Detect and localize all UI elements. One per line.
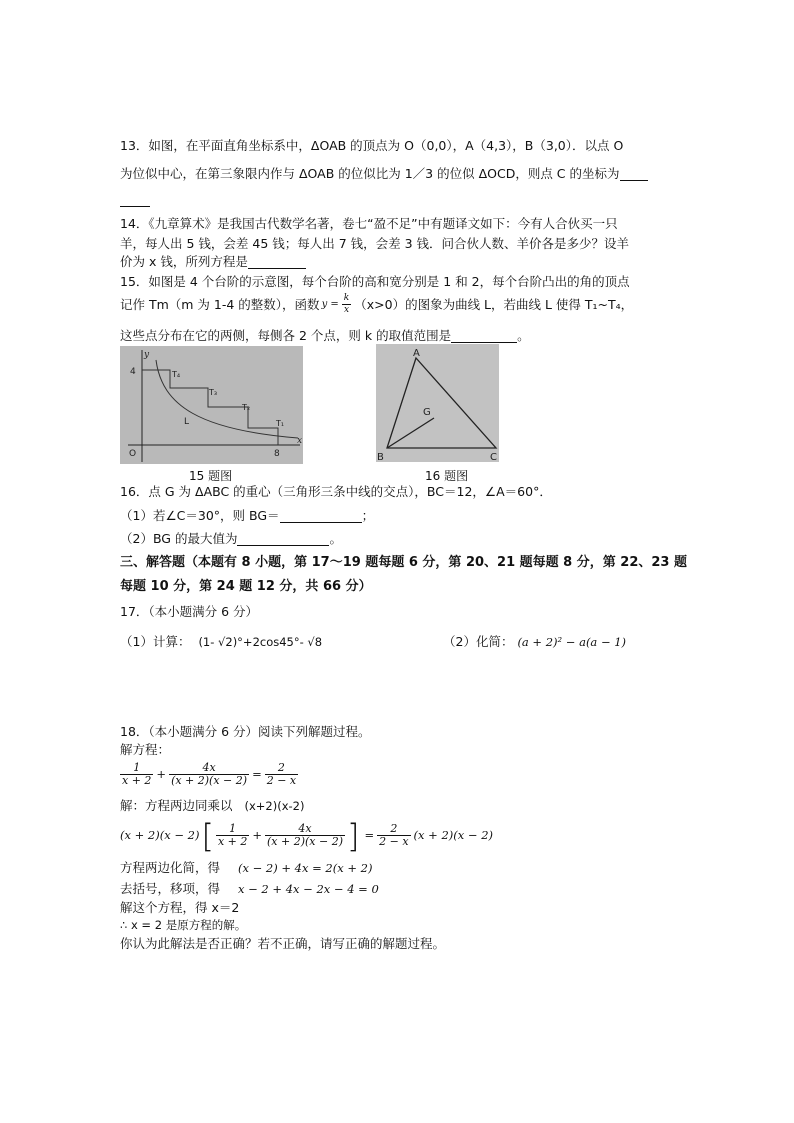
q15-answer-blank[interactable]: [451, 341, 517, 343]
q15-fn-fraction: [342, 294, 351, 315]
q18-step-2-den-2: (x + 2)(x − 2): [267, 835, 343, 849]
q15-line-2-post: （x>0）的图象为曲线 L，若曲线 L 使得 T₁~T₄，: [354, 296, 634, 312]
q18-step-6: ∴ x = 2 是原方程的解。: [120, 918, 247, 932]
q15-line-3-end: 。: [517, 328, 530, 343]
q18-eq-num-2: 4x: [202, 761, 216, 775]
q15-fn-den: x: [343, 305, 350, 316]
q18-step-2-num-2: 4x: [298, 822, 312, 836]
fig15-point-T3: T₃: [209, 388, 218, 397]
q16-line-1: 16．点 G 为 ΔABC 的重心（三角形三条中线的交点），BC＝12，∠A＝60°．: [120, 484, 552, 499]
fig16-background: [376, 344, 499, 462]
q18-question: 你认为此解法是否正确？若不正确，请写正确的解题过程。: [120, 936, 446, 951]
q13-line-2: [120, 168, 648, 181]
fig15-x-label: x: [297, 436, 303, 446]
q18-eq-plus: +: [156, 767, 167, 782]
q14-line-3-text: 价为 x 钱，所列方程是: [120, 254, 248, 269]
q15-line-3-text: 这些点分布在它的两侧，每侧各 2 个点，则 k 的取值范围是: [120, 328, 452, 343]
q18-step-5: 解这个方程，得 x＝2: [120, 900, 240, 915]
q18-step-2-frac-1: [216, 823, 249, 849]
q18-step-3-text: 方程两边化简，得: [120, 860, 221, 875]
fig15-point-T1: T₁: [276, 419, 285, 428]
q18-eq-frac-2: [169, 762, 249, 788]
q16-part-1-text: （1）若∠C＝30°，则 BG＝: [120, 508, 280, 523]
q16-part-1: [120, 510, 374, 523]
q15-fn-num: k: [343, 293, 350, 304]
q17-part-1-label: （1）计算：: [120, 634, 191, 649]
q17-part-1: [120, 636, 322, 649]
q14-line-3: [120, 256, 306, 269]
q18-solve: 解方程：: [120, 742, 171, 757]
fig15-point-T4: T₄: [172, 370, 181, 379]
section-3-heading-line-1: 三、解答题（本题有 8 小题，第 17～19 题每题 6 分，第 20、21 题每题 8 分，第 22、23 题: [120, 555, 687, 570]
q16-part-2-blank[interactable]: [237, 544, 329, 546]
q15-line-3: [120, 330, 530, 343]
figure-16-triangle: [376, 344, 499, 462]
fig15-background: [120, 346, 303, 464]
q14-line-1: 14．《九章算术》是我国古代数学名著，卷七“盈不足”中有题译文如下：今有人合伙买一只: [120, 216, 618, 231]
q13-line-1: 13．如图，在平面直角坐标系中，ΔOAB 的顶点为 O（0,0），A（4,3），B（3,0）．以点 O: [120, 138, 624, 153]
fig15-y-label: y: [144, 350, 150, 360]
q15-line-1: 15．如图是 4 个台阶的示意图，每个台阶的高和宽分别是 1 和 2，每个台阶凸出的角的顶点: [120, 274, 630, 289]
q18-header: 18．（本小题满分 6 分）阅读下列解题过程。: [120, 724, 371, 739]
fig15-origin: O: [129, 449, 137, 459]
q18-step-4: [120, 883, 379, 896]
fig15-caption: 15 题图: [189, 469, 233, 483]
q18-step-2: [120, 818, 493, 854]
q18-step-3-expr: (x − 2) + 4x = 2(x + 2): [238, 861, 373, 875]
q15-fn-lhs: y =: [321, 299, 339, 310]
q18-step-2-plus: +: [252, 828, 262, 843]
q18-eq-den-3: 2 − x: [266, 774, 297, 788]
fig15-x-tick: 8: [274, 449, 280, 459]
fig15-y-tick: 4: [130, 367, 136, 377]
q18-eq-frac-1: [120, 762, 153, 788]
q18-step-4-expr: x − 2 + 4x − 2x − 4 = 0: [238, 882, 379, 896]
q18-step-2-num-1: 1: [229, 822, 237, 836]
fig16-caption: 16 题图: [425, 469, 469, 483]
q18-step-2-lbracket: [: [201, 817, 214, 855]
q16-part-1-end: ；: [361, 508, 375, 523]
fig15-point-T2: T₂: [242, 403, 251, 412]
fig16-label-G: G: [423, 407, 431, 418]
q18-step-3: [120, 862, 372, 875]
q16-part-1-blank[interactable]: [280, 521, 362, 523]
section-3-heading-line-2: 每题 10 分，第 24 题 12 分，共 66 分）: [120, 579, 372, 594]
q18-eq-frac-3: [265, 762, 298, 788]
q18-step-2-rbracket: ]: [347, 817, 360, 855]
q14-answer-blank[interactable]: [248, 267, 306, 269]
q18-step-1: [120, 800, 304, 813]
q17-part-2-expr: (a + 2)² − a(a − 1): [517, 635, 627, 649]
figure-15-step-graph: [120, 346, 303, 464]
q13-answer-blank-cont: [120, 194, 150, 207]
q18-step-4-text: 去括号，移项，得: [120, 881, 221, 896]
q18-step-1-expr: (x+2)(x-2): [244, 799, 305, 813]
q18-step-2-den-3: 2 − x: [379, 835, 409, 849]
q15-line-2: [120, 294, 633, 316]
q18-eq-den-1: x + 2: [122, 774, 152, 788]
q18-equation: [120, 760, 298, 790]
q18-step-2-num-3: 2: [390, 822, 398, 836]
q15-line-2-pre: 记作 Tm（m 为 1-4 的整数），函数: [120, 296, 320, 312]
q18-eq-num-1: 1: [133, 761, 141, 775]
q18-step-2-post: (x + 2)(x − 2): [413, 828, 493, 843]
q18-eq-den-2: (x + 2)(x − 2): [171, 774, 248, 788]
fig16-label-B: B: [377, 452, 384, 462]
q17-header: 17．（本小题满分 6 分）: [120, 604, 259, 619]
q17-part-2: [443, 636, 626, 649]
q13-line-2-text: 为位似中心，在第三象限内作与 ΔOAB 的位似比为 1／3 的位似 ΔOCD，则点 C 的坐标为: [120, 166, 620, 181]
q18-step-2-den-1: x + 2: [217, 835, 248, 849]
fig15-curve-label: L: [184, 417, 190, 427]
q18-step-2-equals: =: [364, 828, 375, 843]
q13-answer-blank-2[interactable]: [120, 205, 150, 207]
q17-part-1-expr: (1- √2)°+2cos45°- √8: [198, 635, 323, 649]
q18-eq-equals: =: [252, 767, 262, 782]
q18-step-2-frac-2: [265, 823, 345, 849]
q17-part-2-label: （2）化简：: [443, 634, 514, 649]
q18-eq-num-3: 2: [277, 761, 285, 775]
q18-step-2-frac-3: [377, 823, 410, 849]
q16-part-2-end: 。: [329, 531, 342, 546]
fig16-label-A: A: [413, 348, 420, 359]
fig16-label-C: C: [490, 452, 497, 462]
q16-part-2-text: （2）BG 的最大值为: [120, 531, 238, 546]
q18-step-1-text: 解：方程两边同乘以: [120, 798, 233, 813]
q14-line-2: 羊，每人出 5 钱，会差 45 钱；每人出 7 钱，会差 3 钱．问合伙人数、羊价各是多少？设羊: [120, 236, 630, 251]
q18-step-2-pre: (x + 2)(x − 2): [120, 828, 200, 843]
q13-answer-blank[interactable]: [620, 179, 648, 181]
q16-part-2: [120, 533, 342, 546]
